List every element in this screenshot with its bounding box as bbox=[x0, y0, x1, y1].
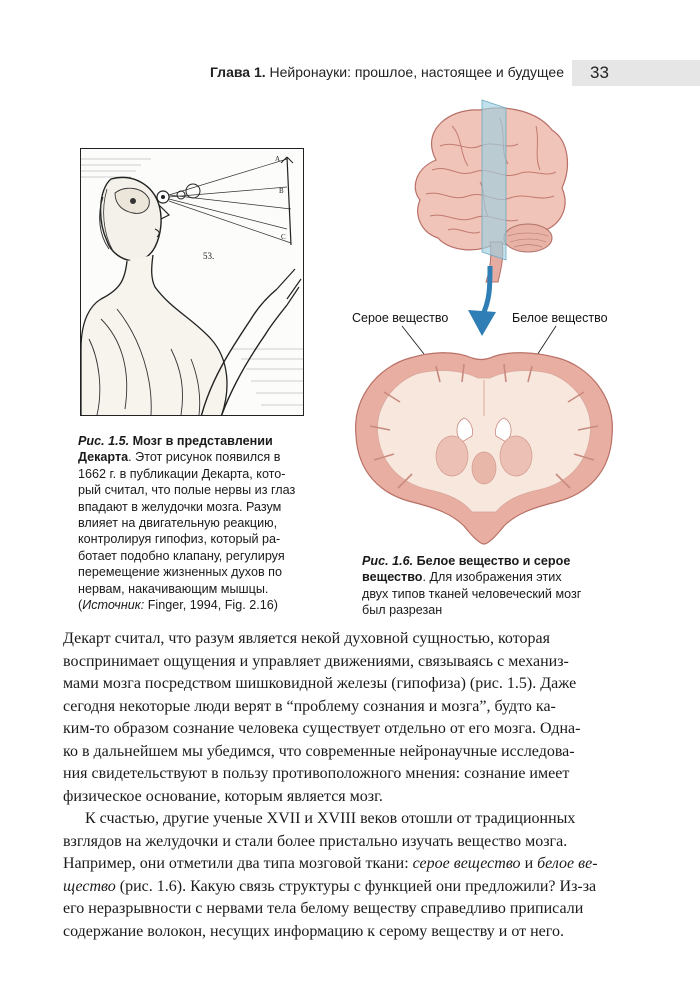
drawing-annotation: 53. bbox=[203, 251, 215, 261]
body-text bbox=[63, 628, 623, 943]
term-white-matter-cont: щество bbox=[63, 877, 116, 895]
fig16-caption-line: двух типов тканей человеческий мозг bbox=[362, 586, 582, 601]
fig15-source-label: Источник: bbox=[82, 598, 145, 613]
coronal-slice bbox=[356, 353, 613, 544]
chapter-title: Нейронауки: прошлое, настоящее и будущее bbox=[269, 64, 564, 80]
label-grey-matter: Серое вещество bbox=[352, 311, 449, 325]
whole-brain bbox=[415, 100, 567, 282]
fig15-source-text: Finger, 1994, Fig. 2.16) bbox=[147, 598, 278, 613]
label-white-matter: Белое вещество bbox=[512, 311, 608, 325]
fig16-caption-line: был разрезан bbox=[362, 603, 443, 618]
fig16-caption-title-2: вещество bbox=[362, 570, 423, 585]
paragraph-1-line: физическое основание, которым является мозг. bbox=[63, 787, 383, 805]
figure-1-5-descartes-drawing bbox=[80, 148, 304, 416]
paragraph-1-line: сегодня некоторые люди верят в “проблему сознания и мозга”, будто ка- bbox=[63, 697, 556, 715]
paragraph-2-line: К счастью, другие ученые XVII и XVIII веков отошли от традиционных bbox=[85, 810, 576, 827]
fig15-caption-line: контролируя гипофиз, который ра- bbox=[78, 532, 281, 547]
paragraph-1-line: ния свидетельствуют в пользу противоположного мнения: сознание имеет bbox=[63, 765, 570, 782]
running-header bbox=[210, 64, 564, 80]
figure-1-6-caption bbox=[362, 553, 612, 619]
fig15-caption-line: перемещение жизненных духов по bbox=[78, 565, 282, 580]
paragraph-2-line: его неразрывности с нервами тела белому веществу справедливо приписали bbox=[63, 900, 584, 917]
paragraph-2-line: содержание волокон, несущих информацию к серому веществу и от него. bbox=[63, 922, 564, 940]
chapter-label: Глава 1. bbox=[209, 64, 266, 80]
paragraph-1-line: воспринимает ощущения и управляет движениями, связываясь с механиз- bbox=[63, 652, 569, 670]
figure-1-5-caption: Рис. 1.5. Мозг в представлении Декарта. Этот рисунок появился в 1662 г. в публикации Декарта, кото- рый считал, что полые нервы из глаз впадают в желудочки мозга. Разум влияет на двигательную реакцию, контролируя гипофиз, который ра- ботает подобно клапану, регулируя перемещение жизненных духов по нервам, накачивающим мышцы. (Источник: Finger, 1994, Fig. 2.16) bbox=[78, 433, 306, 613]
svg-text:A: A bbox=[275, 155, 281, 163]
paragraph-2-line bbox=[63, 876, 623, 899]
fig15-caption-line: впадают в желудочки мозга. Разум bbox=[78, 499, 282, 514]
fig15-caption-label: Рис. 1.5. bbox=[78, 434, 130, 448]
fig16-caption-label: Рис. 1.6. bbox=[362, 554, 414, 568]
paragraph-2-line bbox=[63, 853, 623, 876]
fig15-caption-line: 1662 г. в публикации Декарта, кото- bbox=[78, 466, 286, 481]
fig15-caption-line: ботает подобно клапану, регулируя bbox=[78, 548, 285, 563]
fig16-caption-line: . Для изображения этих bbox=[422, 570, 562, 585]
fig16-caption-title-1: Белое вещество и серое bbox=[416, 554, 571, 568]
paragraph-1-line: Декарт считал, что разум является некой духовной сущностью, которая bbox=[63, 630, 550, 647]
svg-text:B: B bbox=[279, 187, 284, 195]
fig15-caption-line: рый считал, что полые нервы из глаз bbox=[78, 483, 296, 498]
svg-text:C: C bbox=[281, 233, 286, 241]
arrow-head bbox=[468, 310, 496, 336]
paragraph-1-line: мами мозга посредством шишковидной железы (гипофиза) (рис. 1.5). Даже bbox=[63, 675, 577, 692]
fig15-caption-title-1: Мозг в представлении bbox=[132, 434, 273, 448]
fig15-caption-line: влияет на двигательную реакцию, bbox=[78, 516, 278, 531]
fig15-caption-line: . Этот рисунок появился в bbox=[128, 450, 281, 465]
transition-arrow bbox=[482, 266, 490, 316]
p2-text: Например, они отметили два типа мозговой ткани: bbox=[63, 855, 413, 872]
grey-matter-leader bbox=[402, 326, 424, 354]
descartes-engraving bbox=[81, 149, 304, 416]
paragraph-1-line: ким-то образом сознание человека существует отдельно от его мозга. Одна- bbox=[63, 720, 581, 737]
term-grey-matter: серое вещество bbox=[412, 855, 521, 872]
term-white-matter: белое ве- bbox=[537, 855, 598, 872]
fig15-caption-title-2: Декарта bbox=[78, 450, 129, 465]
page-number: 33 bbox=[590, 63, 609, 82]
fig15-caption-line: нервам, накачивающим мышцы. bbox=[78, 581, 269, 596]
p2-text: (рис. 1.6). Какую связь структуры с функцией они предложили? Из-за bbox=[115, 877, 597, 895]
p2-text: и bbox=[520, 855, 538, 872]
paragraph-1-line: ко в дальнейшем мы убедимся, что современные нейронаучные исследова- bbox=[63, 742, 575, 760]
paragraph-2-line: взглядов на желудочки и стали более пристально изучать вещество мозга. bbox=[63, 832, 568, 850]
